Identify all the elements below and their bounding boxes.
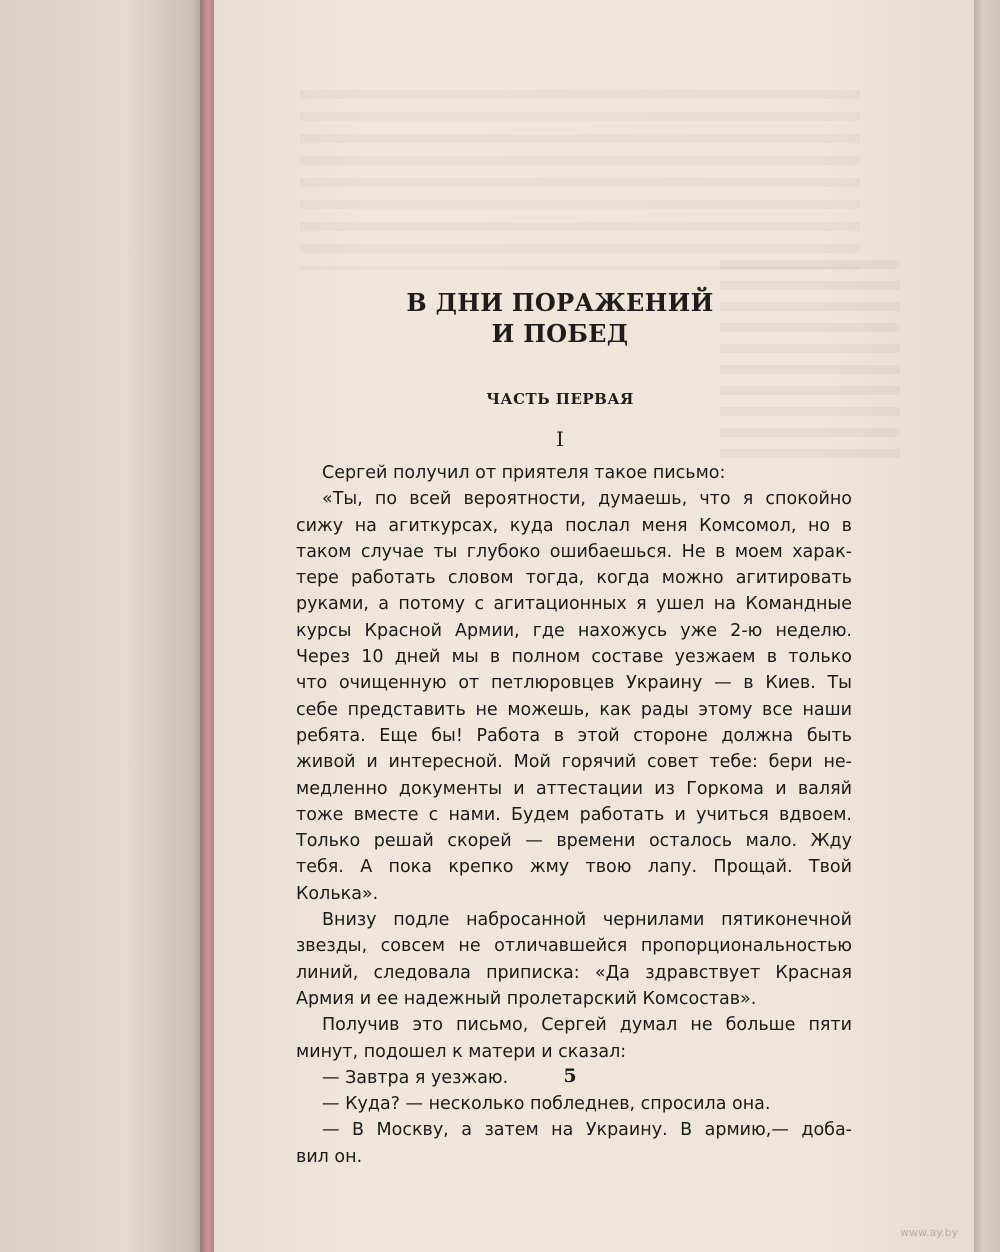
text-line: вил он.	[296, 1146, 363, 1167]
text-line: что очищенную от петлюровцев Украину — в Киев. Ты	[296, 673, 852, 694]
text-line: — Завтра я уезжаю.	[322, 1067, 509, 1088]
page-edge	[974, 0, 1000, 1252]
text-line: таком случае ты глубоко ошибаешься. Не в моем харак-	[296, 541, 852, 562]
text-line: Внизу подле набросанной чернилами пятиконечной	[322, 910, 852, 931]
text-line: минут, подошел к матери и сказал:	[296, 1041, 627, 1062]
text-line: Колька».	[296, 883, 379, 904]
body-text	[296, 460, 852, 1170]
text-line: руками, а потому с агитационных я ушел на Командные	[296, 594, 852, 615]
left-page	[0, 0, 208, 1252]
text-line: сижу на агиткурсах, куда послал меня Комсомол, но в	[296, 515, 852, 536]
text-line: себе представить не можешь, как рады этому все наши	[296, 699, 852, 720]
text-line: курсы Красной Армии, где нахожусь уже 2-ю неделю.	[296, 620, 852, 641]
text-line: — Куда? — несколько побледнев, спросила она.	[322, 1094, 771, 1115]
part-heading: ЧАСТЬ ПЕРВАЯ	[486, 390, 634, 408]
chapter-title-line-1: В ДНИ ПОРАЖЕНИЙ	[406, 288, 714, 317]
text-line: Получив это письмо, Сергей думал не больше пяти	[322, 1015, 852, 1036]
text-line: Сергей получил от приятеля такое письмо:	[322, 463, 726, 483]
book-binding	[200, 0, 214, 1252]
text-line: Только решай скорей — времени осталось мало. Жду	[296, 831, 852, 852]
text-line: тебя. А пока крепко жму твою лапу. Прощай. Твой	[296, 857, 852, 878]
text-line: медленно документы и аттестации из Горкома и валяй	[296, 778, 852, 799]
text-line: — В Москву, а затем на Украину. В армию,— доба-	[322, 1120, 852, 1141]
show-through-text	[300, 90, 860, 270]
text-line: ребята. Еще бы! Работа в этой стороне должна быть	[296, 725, 852, 746]
text-line: «Ты, по всей вероятности, думаешь, что я спокойно	[322, 489, 852, 510]
page-number: 5	[563, 1065, 577, 1087]
text-line: тоже вместе с нами. Будем работать и учиться вдвоем.	[296, 804, 852, 825]
text-line: линий, следовала приписка: «Да здравствует Красная	[296, 962, 852, 983]
text-line: живой и интересной. Мой горячий совет тебе: бери не-	[296, 752, 852, 773]
text-line: звезды, совсем не отличавшейся пропорциональностью	[296, 936, 852, 957]
chapter-number: I	[556, 427, 564, 451]
chapter-title-line-2: И ПОБЕД	[491, 319, 629, 348]
text-line: Армия и ее надежный пролетарский Комсостав».	[296, 988, 757, 1009]
text-line: Через 10 дней мы в полном составе уезжаем в только	[296, 647, 852, 668]
watermark: www.ay.by	[900, 1226, 959, 1239]
text-line: тере работать словом тогда, когда можно агитировать	[296, 568, 852, 589]
